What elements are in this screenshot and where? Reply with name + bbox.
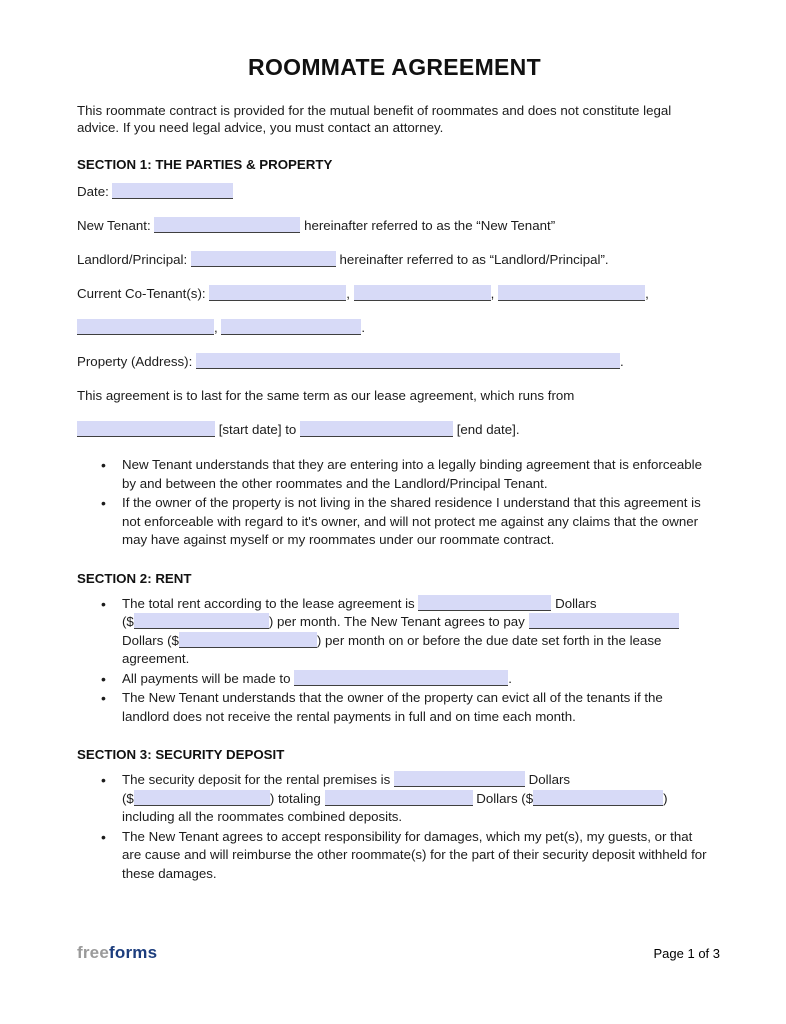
bullet-item	[122, 771, 712, 827]
form-blank-field[interactable]	[134, 613, 269, 629]
property-address-line	[77, 345, 712, 379]
text-segment: .	[619, 354, 624, 369]
text-segment: hereinafter referred to as “Landlord/Principal”.	[335, 252, 609, 267]
text-segment: including all the roommates combined deposits.	[122, 809, 403, 824]
logo-free-text: free	[77, 943, 109, 962]
form-blank-field[interactable]	[325, 790, 473, 806]
text-segment: The security deposit for the rental premises is	[122, 772, 394, 787]
text-segment: Property (Address):	[77, 354, 196, 369]
bullet-item	[122, 456, 712, 493]
bullet-item	[122, 595, 712, 669]
form-blank-field[interactable]	[221, 319, 361, 335]
text-segment: Landlord/Principal:	[77, 252, 191, 267]
text-segment: The New Tenant agrees to accept responsibility for damages, which my pet(s), my guests, or that are cause and will reimburse the other roommate(s) for the part of their security deposit withheld for these damages.	[122, 828, 707, 881]
text-segment: Date:	[77, 184, 113, 199]
section-2-heading: SECTION 2: RENT	[77, 570, 192, 586]
section-2-bullets	[77, 595, 712, 727]
text-segment: Dollars ($	[122, 632, 179, 648]
form-blank-field[interactable]	[394, 771, 525, 787]
text-segment: ) per month on or before the due date set forth in the lease agreement.	[122, 632, 662, 666]
text-segment: Dollars	[524, 772, 571, 787]
text-segment: If the owner of the property is not living in the shared residence I understand that this agreement is not enforceable with regard to it's owner, and will not protect me against any claims that the owner may have against myself or my roommates under our roommate contract.	[122, 495, 701, 547]
form-blank-field[interactable]	[191, 251, 336, 267]
document-body	[77, 157, 712, 883]
co-tenants-line	[77, 277, 712, 345]
text-segment: )	[663, 790, 668, 806]
bullet-item	[122, 670, 712, 689]
form-blank-field[interactable]	[529, 613, 679, 629]
form-blank-field[interactable]	[179, 632, 317, 648]
text-segment: [end date].	[453, 422, 520, 437]
text-segment: ,	[214, 320, 222, 335]
bullet-item	[122, 689, 712, 726]
text-segment: hereinafter referred to as the “New Tenant”	[300, 218, 556, 233]
landlord-line	[77, 243, 712, 277]
text-segment: ,	[490, 286, 499, 301]
form-blank-field[interactable]	[498, 285, 645, 301]
text-segment: Dollars	[551, 595, 597, 611]
text-segment: The total rent according to the lease agreement is	[122, 595, 419, 611]
form-blank-field[interactable]	[354, 285, 491, 301]
document-title: ROOMMATE AGREEMENT	[248, 54, 541, 80]
form-blank-field[interactable]	[209, 285, 346, 301]
text-segment: New Tenant understands that they are entering into a legally binding agreement that is enforceable by and between the other roommates and the Landlord/Principal Tenant.	[122, 457, 703, 491]
text-segment: ($	[122, 614, 134, 629]
bullet-item	[122, 828, 712, 884]
text-segment: Dollars ($	[472, 790, 534, 806]
text-segment: ) totaling	[269, 790, 325, 806]
date-line	[77, 175, 712, 209]
text-segment: ) per month. The New Tenant agrees to pay	[268, 614, 529, 629]
bullet-item	[122, 494, 712, 550]
text-segment: Current Co-Tenant(s):	[77, 286, 210, 301]
page-footer	[77, 943, 720, 963]
form-blank-field[interactable]	[112, 183, 233, 199]
form-blank-field[interactable]	[294, 670, 508, 686]
lease-term-line	[77, 379, 712, 447]
new-tenant-line	[77, 209, 712, 243]
form-blank-field[interactable]	[418, 595, 551, 611]
text-segment: This agreement is to last for the same term as our lease agreement, which runs from	[77, 388, 575, 403]
section-3-heading: SECTION 3: SECURITY DEPOSIT	[77, 747, 285, 762]
freeforms-logo	[77, 943, 157, 963]
text-segment: ($	[122, 790, 134, 806]
form-blank-field[interactable]	[300, 421, 453, 437]
form-blank-field[interactable]	[154, 217, 300, 233]
text-segment: .	[361, 320, 366, 335]
form-blank-field[interactable]	[533, 790, 663, 806]
section-1-heading: SECTION 1: THE PARTIES & PROPERTY	[77, 157, 333, 172]
text-segment: [start date] to	[215, 422, 300, 437]
page-number: Page 1 of 3	[653, 946, 720, 961]
form-blank-field[interactable]	[77, 319, 214, 335]
text-segment: The New Tenant understands that the owner of the property can evict all of the tenants if the landlord does not receive the rental payments in full and on time each month.	[122, 690, 663, 724]
text-segment: New Tenant:	[77, 218, 155, 233]
text-segment: ,	[346, 286, 354, 301]
logo-forms-text: forms	[109, 943, 158, 962]
text-segment: ,	[645, 286, 649, 301]
text-segment: .	[508, 670, 512, 686]
section-1-bullets	[77, 456, 712, 550]
form-blank-field[interactable]	[77, 421, 215, 437]
form-blank-field[interactable]	[196, 353, 620, 369]
form-blank-field[interactable]	[134, 790, 270, 806]
intro-paragraph: This roommate contract is provided for the mutual benefit of roommates and does not constitute legal advice. If you need legal advice, you must contact an attorney.	[77, 103, 672, 135]
text-segment: All payments will be made to	[122, 670, 295, 686]
section-3-bullets	[77, 771, 712, 883]
